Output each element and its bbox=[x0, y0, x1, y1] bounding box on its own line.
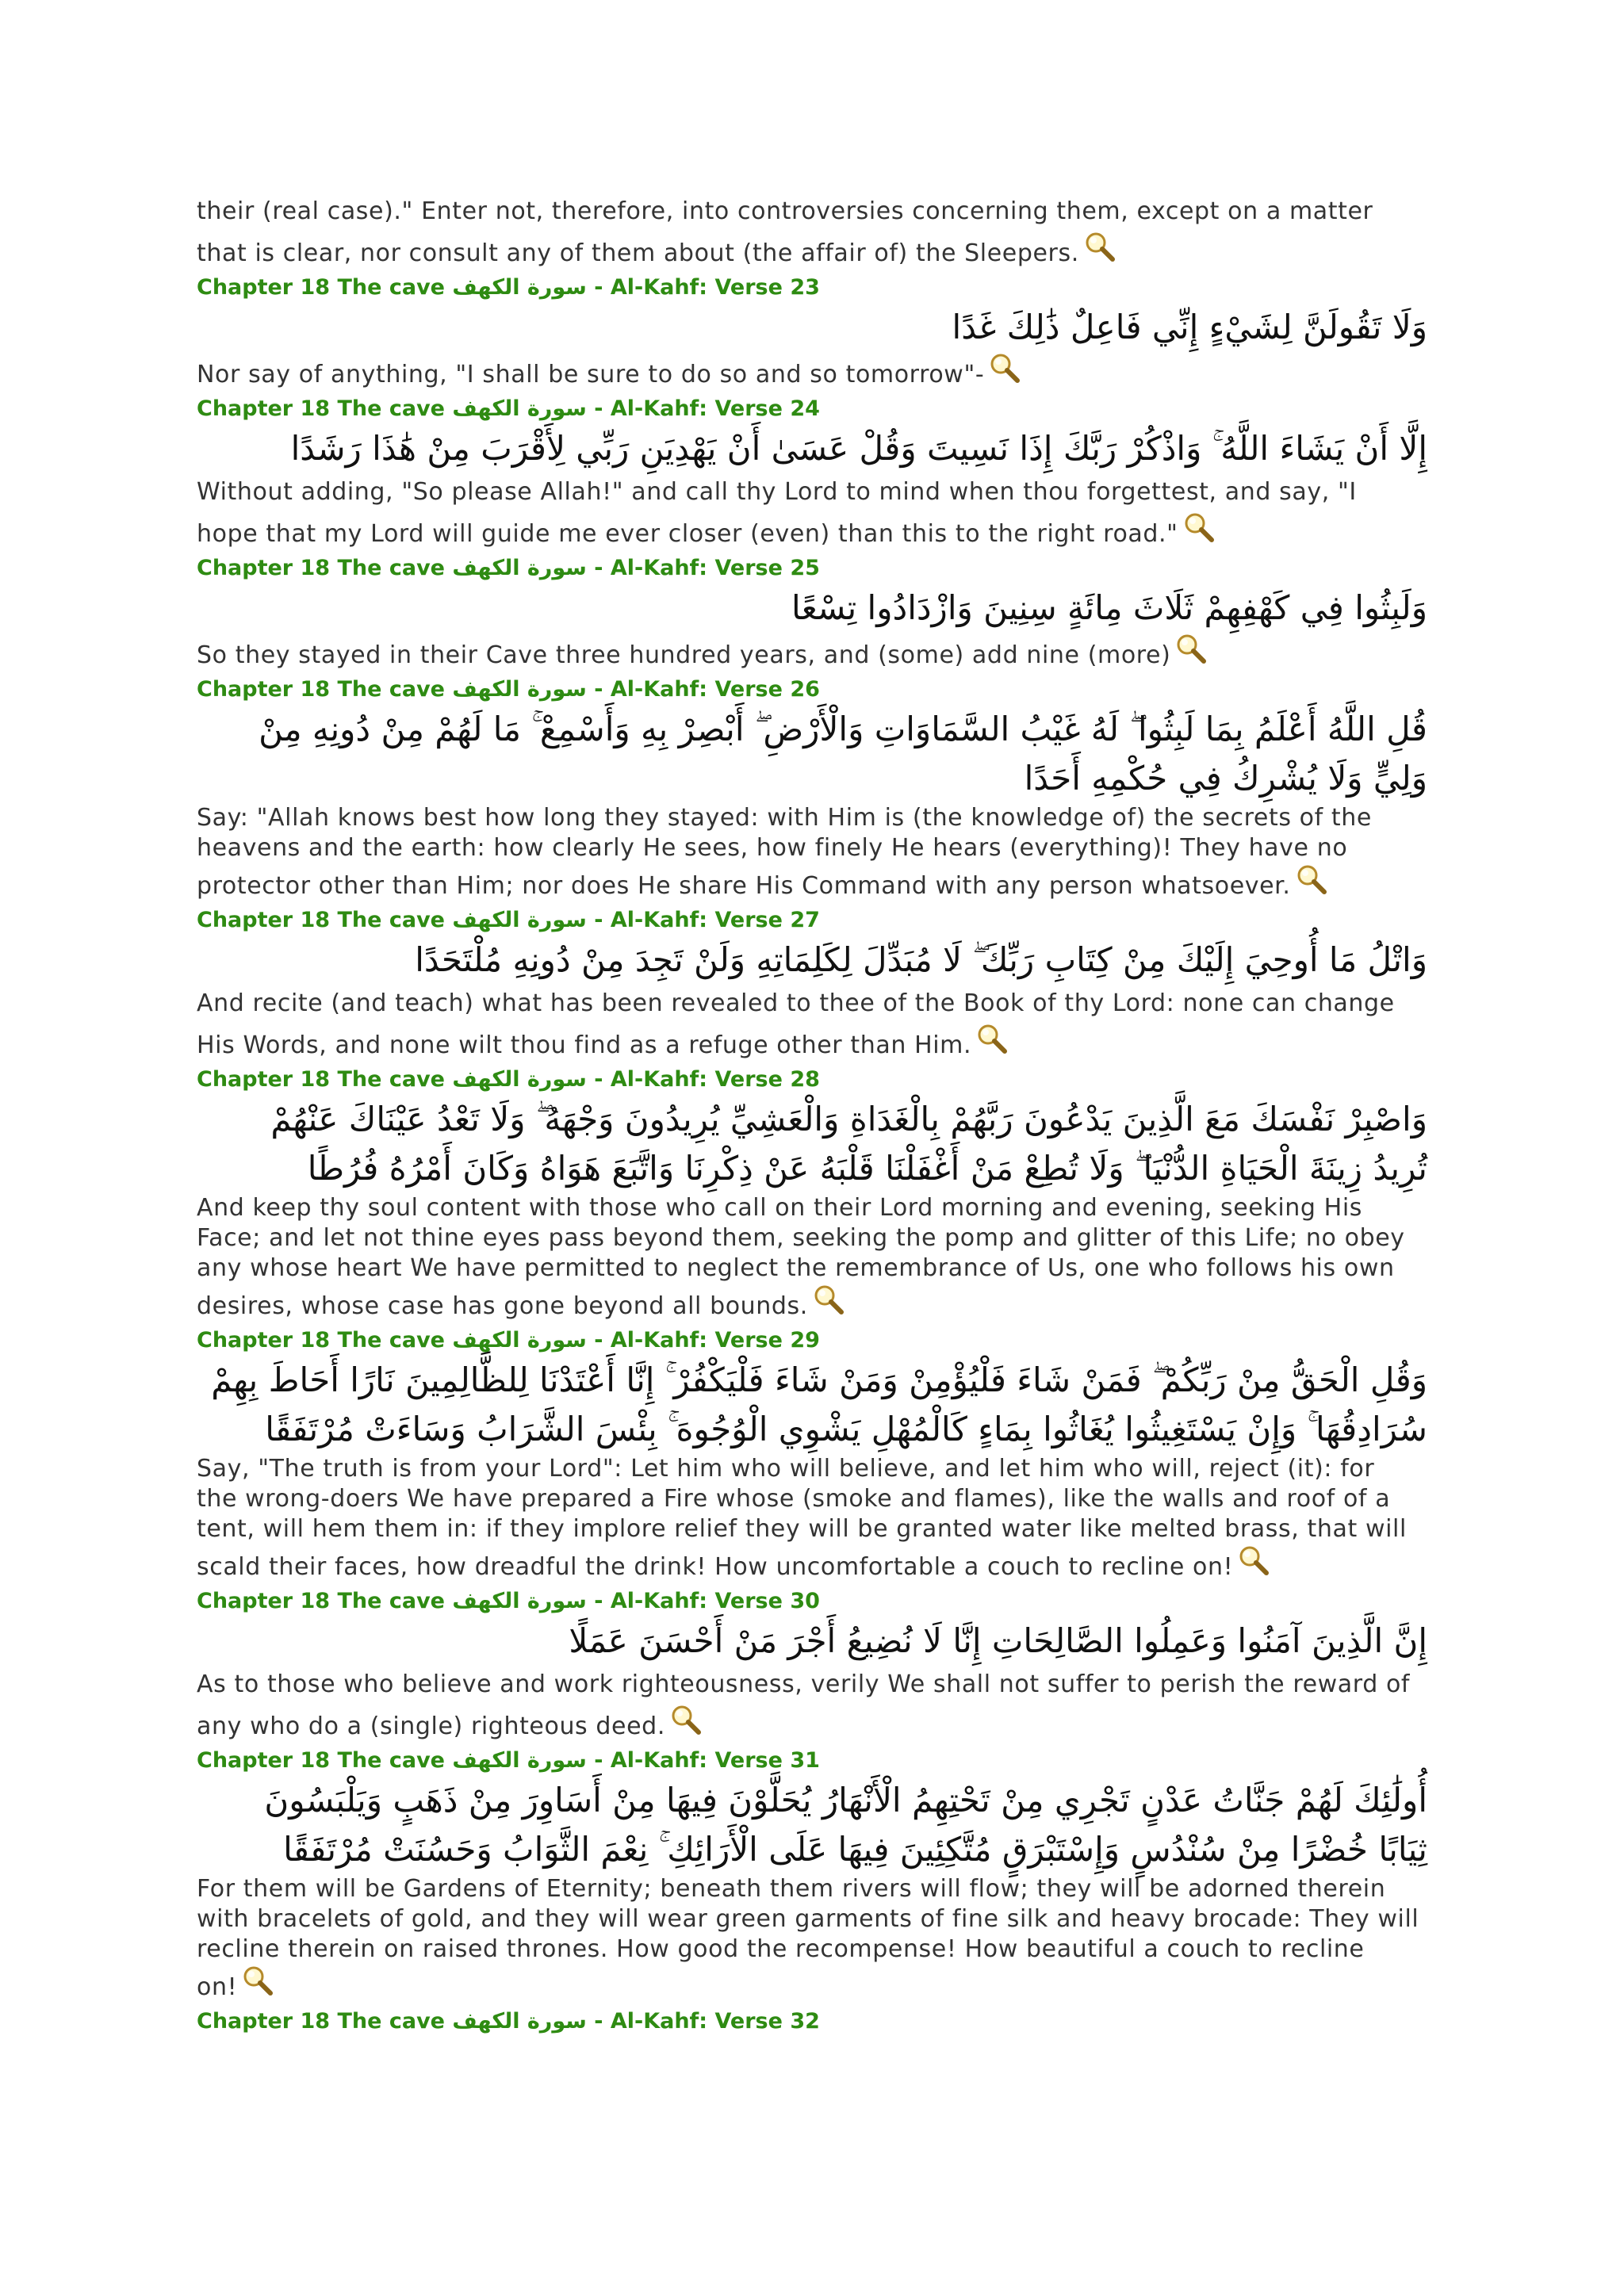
verse-header[interactable]: Chapter 18 The cave سورة الكهف - Al-Kahf: Verse 23 bbox=[197, 275, 820, 300]
translation-line-last bbox=[197, 1544, 1427, 1586]
translation-line: Say: "Allah knows best how long they stayed: with Him is (the knowledge of) the secrets of the bbox=[197, 804, 1372, 832]
translation-line: Without adding, "So please Allah!" and call thy Lord to mind when thou forgettest, and say, "I bbox=[197, 478, 1357, 506]
translation-line: recline therein on raised thrones. How good the recompense! How beautiful a couch to recline bbox=[197, 1935, 1365, 1963]
magnifier-icon[interactable] bbox=[1174, 633, 1207, 664]
translation bbox=[197, 1454, 1427, 1586]
verse-block bbox=[197, 553, 1427, 675]
translation-line: As to those who believe and work righteousness, verily We shall not suffer to perish the reward of bbox=[197, 1670, 1411, 1698]
translation-line-last bbox=[197, 633, 1427, 675]
translation-line: any whose heart We have permitted to neglect the remembrance of Us, one who follows his own bbox=[197, 1254, 1395, 1282]
translation-line: Face; and let not thine eyes pass beyond them, seeking the pomp and glitter of this Life; no obey bbox=[197, 1224, 1405, 1252]
verse-block bbox=[197, 273, 1427, 394]
translation-line-last bbox=[197, 1965, 1427, 2007]
translation-line: heavens and the earth: how clearly He sees, how finely He hears (everything)! They have no bbox=[197, 834, 1348, 862]
translation-line-last bbox=[197, 1023, 1427, 1065]
arabic-line: قُلِ اللَّهُ أَعْلَمُ بِمَا لَبِثُوا ۖ لَهُ غَيْبُ السَّمَاوَاتِ وَالْأَرْضِ ۖ أَبْصِرْ بِهِ وَأَسْمِعْ ۚ مَا لَهُمْ مِنْ دُونِهِ مِنْ bbox=[259, 710, 1427, 748]
arabic-text bbox=[197, 424, 1427, 473]
arabic-line: وَقُلِ الْحَقُّ مِنْ رَبِّكُمْ ۖ فَمَنْ شَاءَ فَلْيُؤْمِنْ وَمَنْ شَاءَ فَلْيَكْفُرْ ۚ إِنَّا أَعْتَدْنَا لِلظَّالِمِينَ نَارًا أَحَاطَ بِهِمْ bbox=[211, 1360, 1427, 1399]
verse-block bbox=[197, 394, 1427, 553]
translation-line-text: hope that my Lord will guide me ever closer (even) than this to the right road." bbox=[197, 520, 1178, 548]
intro-line: their (real case)." Enter not, therefore, into controversies concerning them, except on a matter bbox=[197, 197, 1373, 225]
verse-block bbox=[197, 2007, 1427, 2037]
arabic-text bbox=[197, 1095, 1427, 1193]
arabic-line: وَلِيٍّ وَلَا يُشْرِكُ فِي حُكْمِهِ أَحَدًا bbox=[1024, 759, 1427, 798]
verse-header[interactable]: Chapter 18 The cave سورة الكهف - Al-Kahf: Verse 27 bbox=[197, 908, 820, 932]
verse-header[interactable]: Chapter 18 The cave سورة الكهف - Al-Kahf: Verse 25 bbox=[197, 556, 820, 580]
arabic-line: إِنَّ الَّذِينَ آمَنُوا وَعَمِلُوا الصَّالِحَاتِ إِنَّا لَا نُضِيعُ أَجْرَ مَنْ أَحْسَنَ عَمَلًا bbox=[569, 1621, 1427, 1660]
verse-header[interactable]: Chapter 18 The cave سورة الكهف - Al-Kahf: Verse 26 bbox=[197, 677, 820, 702]
magnifier-icon[interactable] bbox=[1182, 511, 1215, 543]
translation bbox=[197, 1666, 1427, 1746]
arabic-text bbox=[197, 1776, 1427, 1874]
arabic-line: إِلَّا أَنْ يَشَاءَ اللَّهُ ۚ وَاذْكُرْ رَبَّكَ إِذَا نَسِيتَ وَقُلْ عَسَىٰ أَنْ يَهْدِيَنِ رَبِّي لِأَقْرَبَ مِنْ هَٰذَا رَشَدًا bbox=[290, 429, 1427, 468]
translation-line: the wrong-doers We have prepared a Fire whose (smoke and flames), like the walls and roof of a bbox=[197, 1485, 1391, 1513]
verse-list bbox=[197, 193, 1427, 2037]
arabic-line: وَاتْلُ مَا أُوحِيَ إِلَيْكَ مِنْ كِتَابِ رَبِّكَ ۖ لَا مُبَدِّلَ لِكَلِمَاتِهِ وَلَنْ تَجِدَ مِنْ دُونِهِ مُلْتَحَدًا bbox=[415, 940, 1427, 979]
translation bbox=[197, 1874, 1427, 2007]
translation-line-last bbox=[197, 511, 1427, 553]
magnifier-icon[interactable] bbox=[668, 1704, 702, 1735]
translation-line-text: protector other than Him; nor does He share His Command with any person whatsoever. bbox=[197, 872, 1291, 900]
magnifier-icon[interactable] bbox=[1294, 863, 1327, 895]
intro-line-text: that is clear, nor consult any of them about (the affair of) the Sleepers. bbox=[197, 239, 1079, 267]
verse-header[interactable]: Chapter 18 The cave سورة الكهف - Al-Kahf: Verse 29 bbox=[197, 1328, 820, 1353]
magnifier-icon[interactable] bbox=[987, 352, 1021, 384]
arabic-text bbox=[197, 1356, 1427, 1454]
translation-line-text: His Words, and none wilt thou find as a refuge other than Him. bbox=[197, 1031, 972, 1059]
verse-header[interactable]: Chapter 18 The cave سورة الكهف - Al-Kahf: Verse 30 bbox=[197, 1589, 820, 1613]
magnifier-icon[interactable] bbox=[975, 1023, 1008, 1054]
translation-line-last bbox=[197, 1284, 1427, 1326]
arabic-line: وَاصْبِرْ نَفْسَكَ مَعَ الَّذِينَ يَدْعُونَ رَبَّهُمْ بِالْغَدَاةِ وَالْعَشِيِّ يُرِيدُونَ وَجْهَهُ ۖ وَلَا تَعْدُ عَيْنَاكَ عَنْهُمْ bbox=[270, 1100, 1427, 1138]
translation-line-text: on! bbox=[197, 1973, 238, 2001]
arabic-line: وَلَا تَقُولَنَّ لِشَيْءٍ إِنِّي فَاعِلٌ ذَٰلِكَ غَدًا bbox=[952, 308, 1427, 346]
arabic-text bbox=[197, 705, 1427, 803]
magnifier-icon[interactable] bbox=[1236, 1544, 1270, 1576]
arabic-text bbox=[197, 303, 1427, 352]
translation-line-last bbox=[197, 1704, 1427, 1746]
translation-line: And recite (and teach) what has been revealed to thee of the Book of thy Lord: none can change bbox=[197, 989, 1395, 1017]
translation-line-text: desires, whose case has gone beyond all bounds. bbox=[197, 1292, 808, 1320]
arabic-text bbox=[197, 584, 1427, 633]
verse-header[interactable]: Chapter 18 The cave سورة الكهف - Al-Kahf: Verse 24 bbox=[197, 396, 820, 421]
verse-header[interactable]: Chapter 18 The cave سورة الكهف - Al-Kahf: Verse 31 bbox=[197, 1748, 820, 1773]
intro-text bbox=[197, 193, 1427, 273]
translation-line-last bbox=[197, 352, 1427, 394]
arabic-line: وَلَبِثُوا فِي كَهْفِهِمْ ثَلَاثَ مِائَةٍ سِنِينَ وَازْدَادُوا تِسْعًا bbox=[791, 588, 1427, 627]
verse-header[interactable]: Chapter 18 The cave سورة الكهف - Al-Kahf: Verse 28 bbox=[197, 1067, 820, 1092]
translation bbox=[197, 1193, 1427, 1326]
verse-block bbox=[197, 675, 1427, 905]
translation-line: with bracelets of gold, and they will wear green garments of fine silk and heavy brocade: They will bbox=[197, 1905, 1419, 1933]
translation bbox=[197, 352, 1427, 394]
magnifier-icon[interactable] bbox=[1082, 231, 1116, 262]
arabic-text bbox=[197, 936, 1427, 985]
magnifier-icon[interactable] bbox=[240, 1965, 274, 1996]
arabic-line: تُرِيدُ زِينَةَ الْحَيَاةِ الدُّنْيَا ۖ وَلَا تُطِعْ مَنْ أَغْفَلْنَا قَلْبَهُ عَنْ ذِكْرِنَا وَاتَّبَعَ هَوَاهُ وَكَانَ أَمْرُهُ فُرُطًا bbox=[307, 1149, 1427, 1188]
translation-line-text: scald their faces, how dreadful the drink! How uncomfortable a couch to recline on! bbox=[197, 1553, 1234, 1581]
translation bbox=[197, 803, 1427, 905]
verse-block bbox=[197, 1065, 1427, 1326]
translation-line: And keep thy soul content with those who call on their Lord morning and evening, seeking His bbox=[197, 1194, 1362, 1222]
translation-line-text: So they stayed in their Cave three hundred years, and (some) add nine (more) bbox=[197, 641, 1171, 669]
translation-line: For them will be Gardens of Eternity; beneath them rivers will flow; they will be adorned therein bbox=[197, 1875, 1386, 1903]
translation-line: Say, "The truth is from your Lord": Let him who will believe, and let him who will, reject (it): for bbox=[197, 1455, 1375, 1483]
verse-block bbox=[197, 1586, 1427, 1746]
verse-block bbox=[197, 905, 1427, 1065]
verse-block bbox=[197, 1326, 1427, 1586]
translation bbox=[197, 985, 1427, 1065]
translation bbox=[197, 633, 1427, 675]
arabic-text bbox=[197, 1617, 1427, 1666]
translation-line-text: any who do a (single) righteous deed. bbox=[197, 1712, 665, 1740]
arabic-line: سُرَادِقُهَا ۚ وَإِنْ يَسْتَغِيثُوا يُغَاثُوا بِمَاءٍ كَالْمُهْلِ يَشْوِي الْوُجُوهَ ۚ بِئْسَ الشَّرَابُ وَسَاءَتْ مُرْتَفَقًا bbox=[265, 1410, 1427, 1448]
translation-line: tent, will hem them in: if they implore relief they will be granted water like melted brass, that will bbox=[197, 1515, 1407, 1543]
translation bbox=[197, 473, 1427, 553]
intro-line-last bbox=[197, 231, 1427, 273]
verse-header[interactable]: Chapter 18 The cave سورة الكهف - Al-Kahf: Verse 32 bbox=[197, 2009, 820, 2034]
verse-block bbox=[197, 1746, 1427, 2007]
arabic-line: أُولَٰئِكَ لَهُمْ جَنَّاتُ عَدْنٍ تَجْرِي مِنْ تَحْتِهِمُ الْأَنْهَارُ يُحَلَّوْنَ فِيهَا مِنْ أَسَاوِرَ مِنْ ذَهَبٍ وَيَلْبَسُونَ bbox=[264, 1781, 1427, 1820]
translation-line-last bbox=[197, 863, 1427, 905]
arabic-line: ثِيَابًا خُضْرًا مِنْ سُنْدُسٍ وَإِسْتَبْرَقٍ مُتَّكِئِينَ فِيهَا عَلَى الْأَرَائِكِ ۚ نِعْمَ الثَّوَابُ وَحَسُنَتْ مُرْتَفَقًا bbox=[283, 1830, 1427, 1869]
magnifier-icon[interactable] bbox=[811, 1284, 845, 1315]
translation-line-text: Nor say of anything, "I shall be sure to do so and so tomorrow"- bbox=[197, 361, 985, 388]
